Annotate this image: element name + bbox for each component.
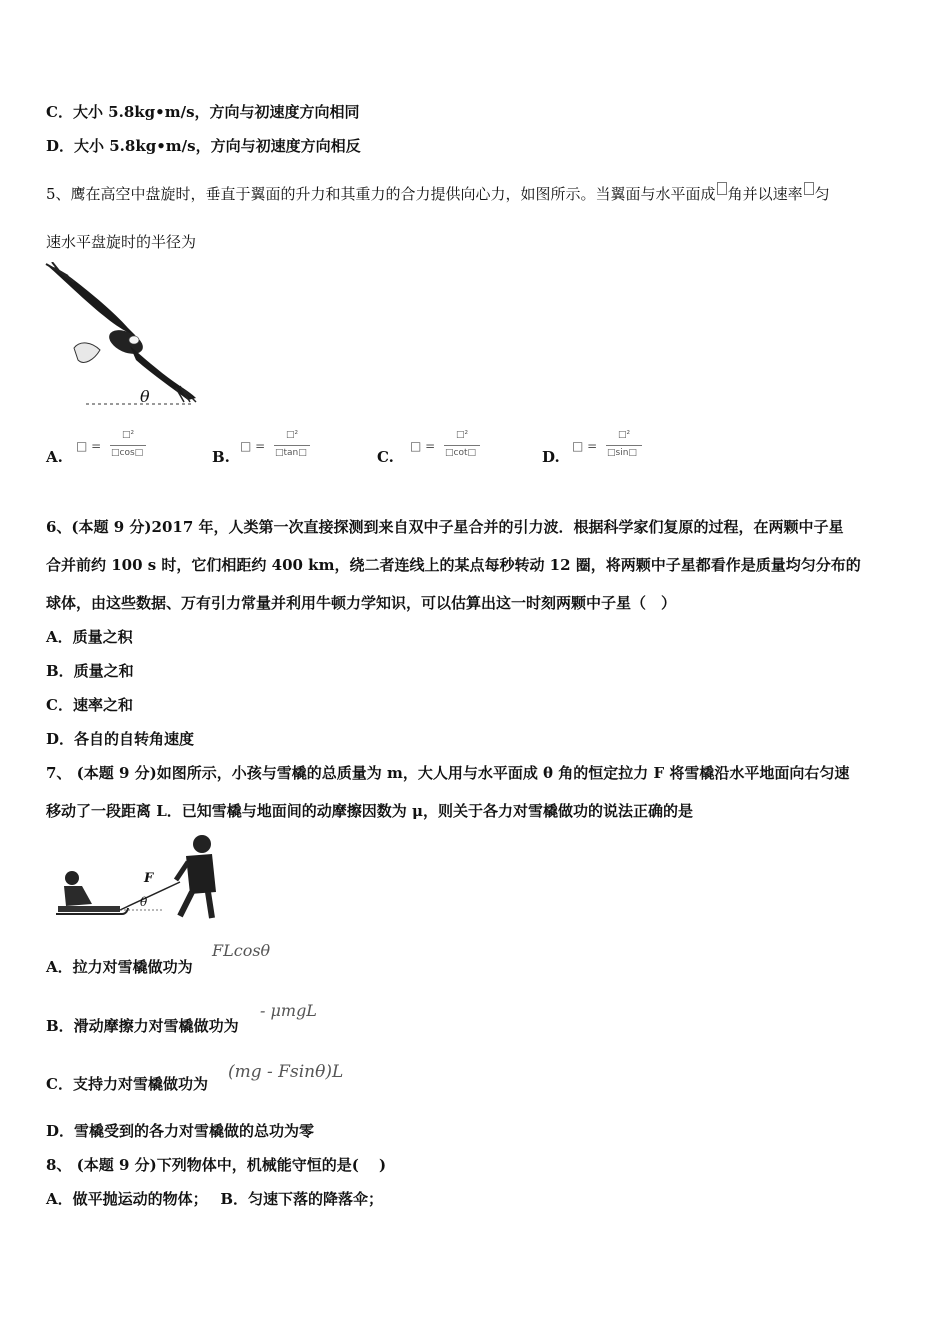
q5-option-c-formula xyxy=(410,430,490,464)
q5-stem-line2: 速水平盘旋时的半径为 xyxy=(46,233,197,251)
q7-option-c-formula: (mg - Fsinθ)L xyxy=(228,1062,344,1082)
q5-stem-part2: 角并以速率 xyxy=(727,185,803,203)
formula-numerator: □² xyxy=(286,430,299,440)
q7-option-c: C．支持力对雪橇做功为 xyxy=(46,1075,208,1093)
q4-option-d: D．大小 5.8kg•m/s，方向与初速度方向相反 xyxy=(46,137,361,155)
q7-option-b-formula: - μmgL xyxy=(260,1001,317,1020)
q5-option-c-letter: C. xyxy=(377,448,394,466)
formula-denominator: □cos□ xyxy=(111,448,144,458)
sled-base xyxy=(58,906,120,912)
q5-option-b-formula xyxy=(240,430,320,464)
q6-option-b: B．质量之和 xyxy=(46,662,134,680)
formula-numerator: □² xyxy=(122,430,135,440)
q5-stem-part1: 5、鹰在高空中盘旋时，垂直于翼面的升力和其重力的合力提供向心力，如图所示。当翼面与水平面成 xyxy=(46,185,716,203)
missing-symbol-icon xyxy=(804,182,814,195)
q6-stem-line2: 合并前约 100 s 时，它们相距约 400 km，绕二者连线上的某点每秒转动 12 圈，将两颗中子星都看作是质量均匀分布的 xyxy=(46,556,861,574)
q6-stem-line1: 6、(本题 9 分)2017 年，人类第一次直接探测到来自双中子星合并的引力波．根据科学家们复原的过程，在两颗中子星 xyxy=(46,518,844,536)
child-head xyxy=(65,871,79,885)
formula-numerator: □² xyxy=(456,430,469,440)
q6-stem-line3: 球体，由这些数据、万有引力常量并利用牛顿力学知识，可以估算出这一时刻两颗中子星（ ） xyxy=(46,594,677,612)
eagle-tail xyxy=(74,343,100,362)
formula-lhs: □ = xyxy=(76,439,102,453)
formula-lhs: □ = xyxy=(572,439,598,453)
q5-option-d-formula xyxy=(572,430,652,464)
q7-option-a: A．拉力对雪橇做功为 xyxy=(46,958,193,976)
adult-head xyxy=(193,835,211,853)
fraction-bar xyxy=(274,445,310,446)
q5-stem-line1 xyxy=(46,182,830,204)
theta-label: θ xyxy=(140,895,148,909)
fraction-bar xyxy=(110,445,146,446)
adult-body xyxy=(186,854,216,894)
adult-legs xyxy=(180,892,212,918)
q7-option-d: D．雪橇受到的各力对雪橇做的总功为零 xyxy=(46,1122,315,1140)
adult-arm xyxy=(176,862,188,880)
sled-figure xyxy=(52,832,220,924)
q7-stem-line2: 移动了一段距离 L．已知雪橇与地面间的动摩擦因数为 μ，则关于各力对雪橇做功的说法正确的是 xyxy=(46,802,693,820)
q7-stem-line1: 7、 (本题 9 分)如图所示，小孩与雪橇的总质量为 m，大人用与水平面成 θ 角的恒定拉力 F 将雪橇沿水平地面向右匀速 xyxy=(46,764,850,782)
q8-options-ab: A．做平抛运动的物体； B．匀速下落的降落伞； xyxy=(46,1190,384,1208)
missing-symbol-icon xyxy=(717,182,727,195)
eagle-wing-feathers xyxy=(46,262,74,282)
q6-option-d: D．各自的自转角速度 xyxy=(46,730,195,748)
fraction-bar xyxy=(444,445,480,446)
eagle-figure xyxy=(44,262,204,410)
force-label: F xyxy=(144,871,154,886)
formula-numerator: □² xyxy=(618,430,631,440)
q5-option-d-letter: D. xyxy=(542,448,560,466)
q4-option-c: C．大小 5.8kg•m/s，方向与初速度方向相同 xyxy=(46,103,360,121)
formula-lhs: □ = xyxy=(240,439,266,453)
q5-stem-part3: 匀 xyxy=(814,185,830,203)
formula-denominator: □tan□ xyxy=(275,448,307,458)
q8-stem: 8、 (本题 9 分)下列物体中，机械能守恒的是( ) xyxy=(46,1156,387,1174)
q6-option-c: C．速率之和 xyxy=(46,696,133,714)
formula-lhs: □ = xyxy=(410,439,436,453)
theta-label: θ xyxy=(140,387,150,406)
pull-rope xyxy=(120,882,180,910)
q7-option-a-formula: FLcosθ xyxy=(212,941,271,960)
formula-denominator: □sin□ xyxy=(607,448,637,458)
eagle-head xyxy=(129,336,139,344)
q7-option-b: B．滑动摩擦力对雪橇做功为 xyxy=(46,1017,239,1035)
eagle-left-wing xyxy=(48,266,136,336)
q5-option-a-letter: A. xyxy=(46,448,63,466)
q5-option-a-formula xyxy=(76,430,156,464)
q5-option-b-letter: B. xyxy=(212,448,230,466)
fraction-bar xyxy=(606,445,642,446)
q6-option-a: A．质量之积 xyxy=(46,628,133,646)
child-body xyxy=(64,886,92,906)
formula-denominator: □cot□ xyxy=(445,448,476,458)
